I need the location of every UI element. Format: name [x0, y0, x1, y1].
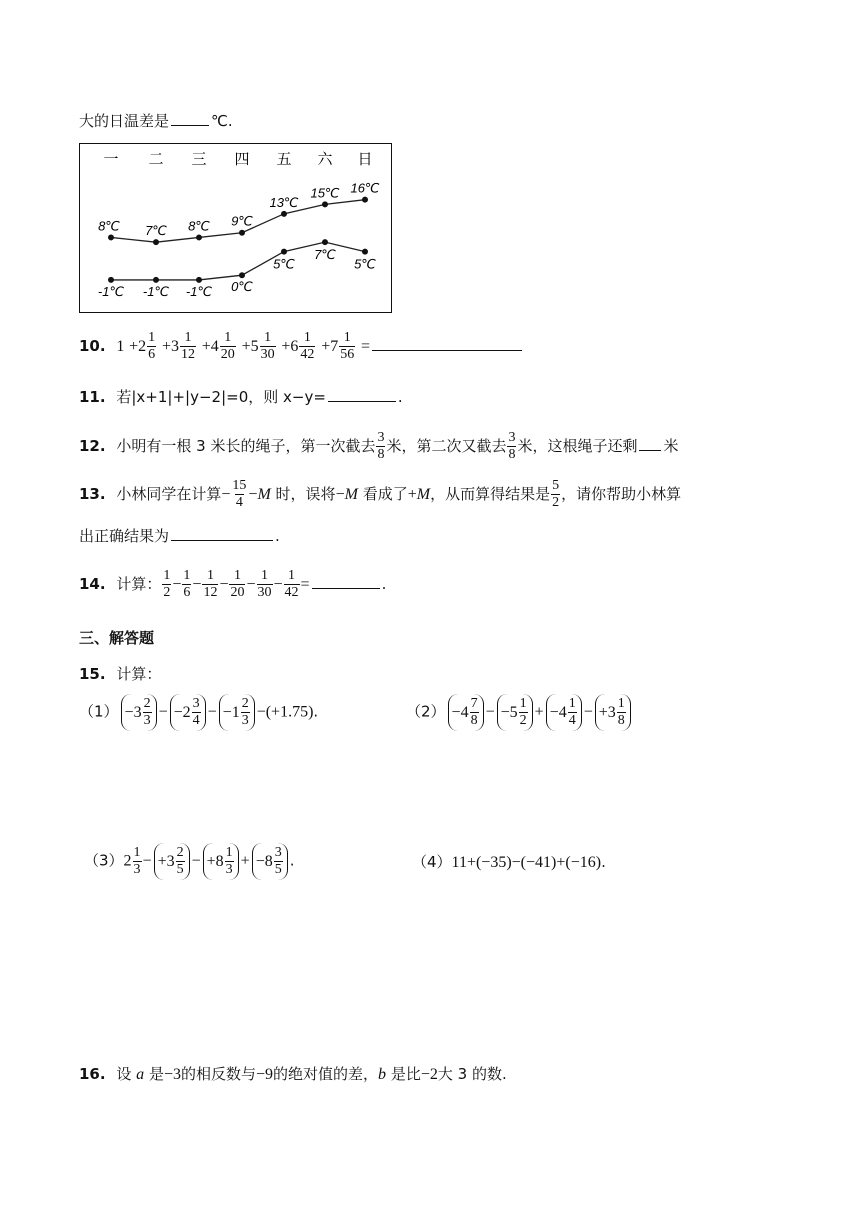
low-temp-point: [239, 272, 245, 278]
low-temp-label: -1℃: [97, 283, 125, 299]
q13-end: .: [275, 527, 280, 545]
q15-p2-label: （2）: [406, 702, 446, 721]
q16-var-a: a: [136, 1066, 145, 1083]
day-label: 五: [276, 151, 292, 168]
high-temp-point: [153, 239, 159, 245]
q14-line: 14. 计算： $\frac{1}{2}$ − $\frac{1}{6}$ − $\frac{1}{12}$ − $\frac{1}{20}$ − $\frac{1}{30}$ − $\frac{1}{42}$ = .: [79, 568, 387, 600]
q15-p4-label: （4）: [412, 853, 452, 871]
q16-text-f: 大 3 的数.: [437, 1065, 507, 1083]
q12-number: 12.: [79, 437, 106, 455]
q12-line: 12. 小明有一根 3 米长的绳子，第一次截去 $\frac{3}{8}$ 米，第二次又截去 $\frac{3}{8}$ 米，这根绳子还剩 米: [79, 430, 679, 462]
q14-end: .: [381, 575, 387, 593]
q12-text-b: 米，第二次又截去: [386, 437, 507, 455]
high-temp-label: 7℃: [145, 223, 167, 239]
q12-text-a: 小明有一根 3 米长的绳子，第一次截去: [116, 437, 376, 455]
day-label: 二: [148, 151, 164, 168]
q16-neg9: −9: [256, 1066, 274, 1083]
q11-number: 11.: [79, 388, 106, 406]
q10-line: 10. 1 +2 $\frac{1}{6}$ +3 $\frac{1}{12}$ +4 $\frac{1}{20}$ +5 $\frac{1}{30}$ +6 $\frac{1}{42}$ +7 $\frac{1}{56}$ =: [79, 330, 524, 363]
high-temp-point: [196, 234, 202, 240]
high-temp-point: [281, 211, 287, 217]
low-temp-label: -1℃: [142, 283, 170, 299]
q15-part-3: （3）2 $\frac{1}{3}$ − +3 $\frac{2}{5}$ − +8 $\frac{1}{3}$ + −8 $\frac{3}{5}$ .: [84, 843, 295, 880]
q11-end: .: [397, 388, 403, 406]
q16-text-a: 设: [116, 1065, 132, 1083]
q11-text: 若|x+1|+|y−2|=0，则 x−y=: [116, 388, 326, 406]
q16-line: [79, 1063, 507, 1084]
q13-text-a: 小林同学在计算: [116, 485, 222, 503]
high-temp-label: 8℃: [188, 218, 210, 234]
q16-text-e: 是比: [390, 1065, 421, 1083]
q13-text-d: ，从而算得结果是: [430, 485, 551, 503]
q10-frac-4: $\frac{1}{30}$: [260, 330, 275, 362]
section-heading: 三、解答题: [79, 629, 155, 647]
high-temp-label: 9℃: [231, 213, 253, 229]
q9-unit: ℃.: [211, 112, 233, 130]
q14-number: 14.: [79, 575, 106, 593]
q13-answer-blank[interactable]: [171, 526, 273, 541]
q10-frac-2: $\frac{1}{12}$: [180, 330, 195, 362]
q10-equals: =: [361, 338, 371, 355]
low-temp-label: 7℃: [314, 247, 336, 263]
day-label: 一: [103, 151, 119, 168]
q15-part-4: （4）11+(−35)−(−41)+(−16).: [412, 853, 606, 871]
low-temp-point: [281, 249, 287, 255]
q12-text-c: 米，这根绳子还剩: [517, 437, 638, 455]
q10-number: 10.: [79, 337, 106, 355]
q15-p1-label: （1）: [79, 702, 119, 721]
temperature-chart-svg: [80, 144, 391, 312]
q14-label: 计算：: [116, 575, 162, 593]
low-temp-label: 5℃: [273, 256, 295, 272]
low-temp-point: [108, 277, 114, 283]
q11-line: [79, 386, 403, 407]
q15-p1-tail: −(+1.75): [256, 703, 314, 721]
q15-label: 计算：: [116, 665, 162, 683]
q15-p3-label: （3）: [84, 851, 124, 870]
high-temp-label: 16℃: [350, 180, 380, 196]
q16-text-c: 的相反数与: [180, 1065, 256, 1083]
high-temp-label: 8℃: [98, 218, 120, 234]
low-temp-label: -1℃: [185, 283, 213, 299]
low-temp-point: [322, 239, 328, 245]
high-temp-point: [322, 201, 328, 207]
low-temp-point: [362, 249, 368, 255]
q9-answer-blank[interactable]: [171, 111, 209, 126]
q16-neg3: −3: [163, 1066, 181, 1083]
day-label: 三: [191, 151, 207, 168]
q15-part-1: （1） −3 $\frac{2}{3}$ − −2 $\frac{3}{4}$ − −1 $\frac{2}{3}$ −(+1.75).: [79, 694, 318, 731]
temperature-chart: [79, 143, 392, 313]
q13-line2-text: 出正确结果为: [79, 527, 170, 545]
day-label: 四: [234, 151, 250, 168]
q10-frac-3: $\frac{1}{20}$: [220, 330, 235, 362]
q12-text-d: 米: [663, 437, 679, 455]
q16-text-d: 的绝对值的差，: [273, 1065, 379, 1083]
low-temp-label: 0℃: [231, 279, 253, 295]
low-temp-point: [196, 277, 202, 283]
q15-p4-expr: 11+(−35)−(−41)+(−16): [451, 854, 602, 871]
q10-lead: 1: [116, 338, 125, 355]
q12-answer-blank[interactable]: [639, 436, 661, 451]
q13-text-b: 时，误将: [275, 485, 336, 503]
q16-number: 16.: [79, 1065, 106, 1083]
high-temp-point: [239, 230, 245, 236]
high-temp-point: [108, 234, 114, 240]
q16-var-b: b: [378, 1066, 387, 1083]
q10-answer-blank[interactable]: [372, 336, 522, 351]
q13-number: 13.: [79, 485, 106, 503]
q16-neg2: −2: [420, 1066, 438, 1083]
q15-line: [79, 663, 161, 684]
q11-answer-blank[interactable]: [328, 387, 396, 402]
q9-tail-line: [79, 110, 233, 131]
high-temp-label: 15℃: [310, 185, 340, 201]
low-temp-label: 5℃: [354, 256, 376, 272]
high-temp-point: [362, 197, 368, 203]
q10-frac-5: $\frac{1}{42}$: [300, 330, 315, 362]
q10-frac-6: $\frac{1}{56}$: [340, 330, 355, 362]
q15-number: 15.: [79, 665, 106, 683]
q13-text-e: ，请你帮助小林算: [561, 485, 682, 503]
q13-line-2: [79, 525, 280, 546]
q13-line-1: 13. 小林同学在计算− $\frac{15}{4}$ −M 时，误将−M 看成了+M，从而算得结果是 $\frac{5}{2}$ ，请你帮助小林算: [79, 478, 682, 510]
q13-text-c: 看成了: [362, 485, 408, 503]
q15-part-2: （2） −4 $\frac{7}{8}$ − −5 $\frac{1}{2}$ + −4 $\frac{1}{4}$ − +3 $\frac{1}{8}$: [406, 694, 633, 731]
q10-frac-1: $\frac{1}{6}$: [148, 330, 156, 362]
day-label: 六: [317, 151, 333, 168]
low-temp-point: [153, 277, 159, 283]
high-temp-label: 13℃: [269, 194, 299, 210]
q9-tail-text: 大的日温差是: [79, 112, 170, 130]
day-label: 日: [357, 151, 373, 168]
q14-answer-blank[interactable]: [312, 574, 380, 589]
q16-text-b: 是: [148, 1065, 164, 1083]
